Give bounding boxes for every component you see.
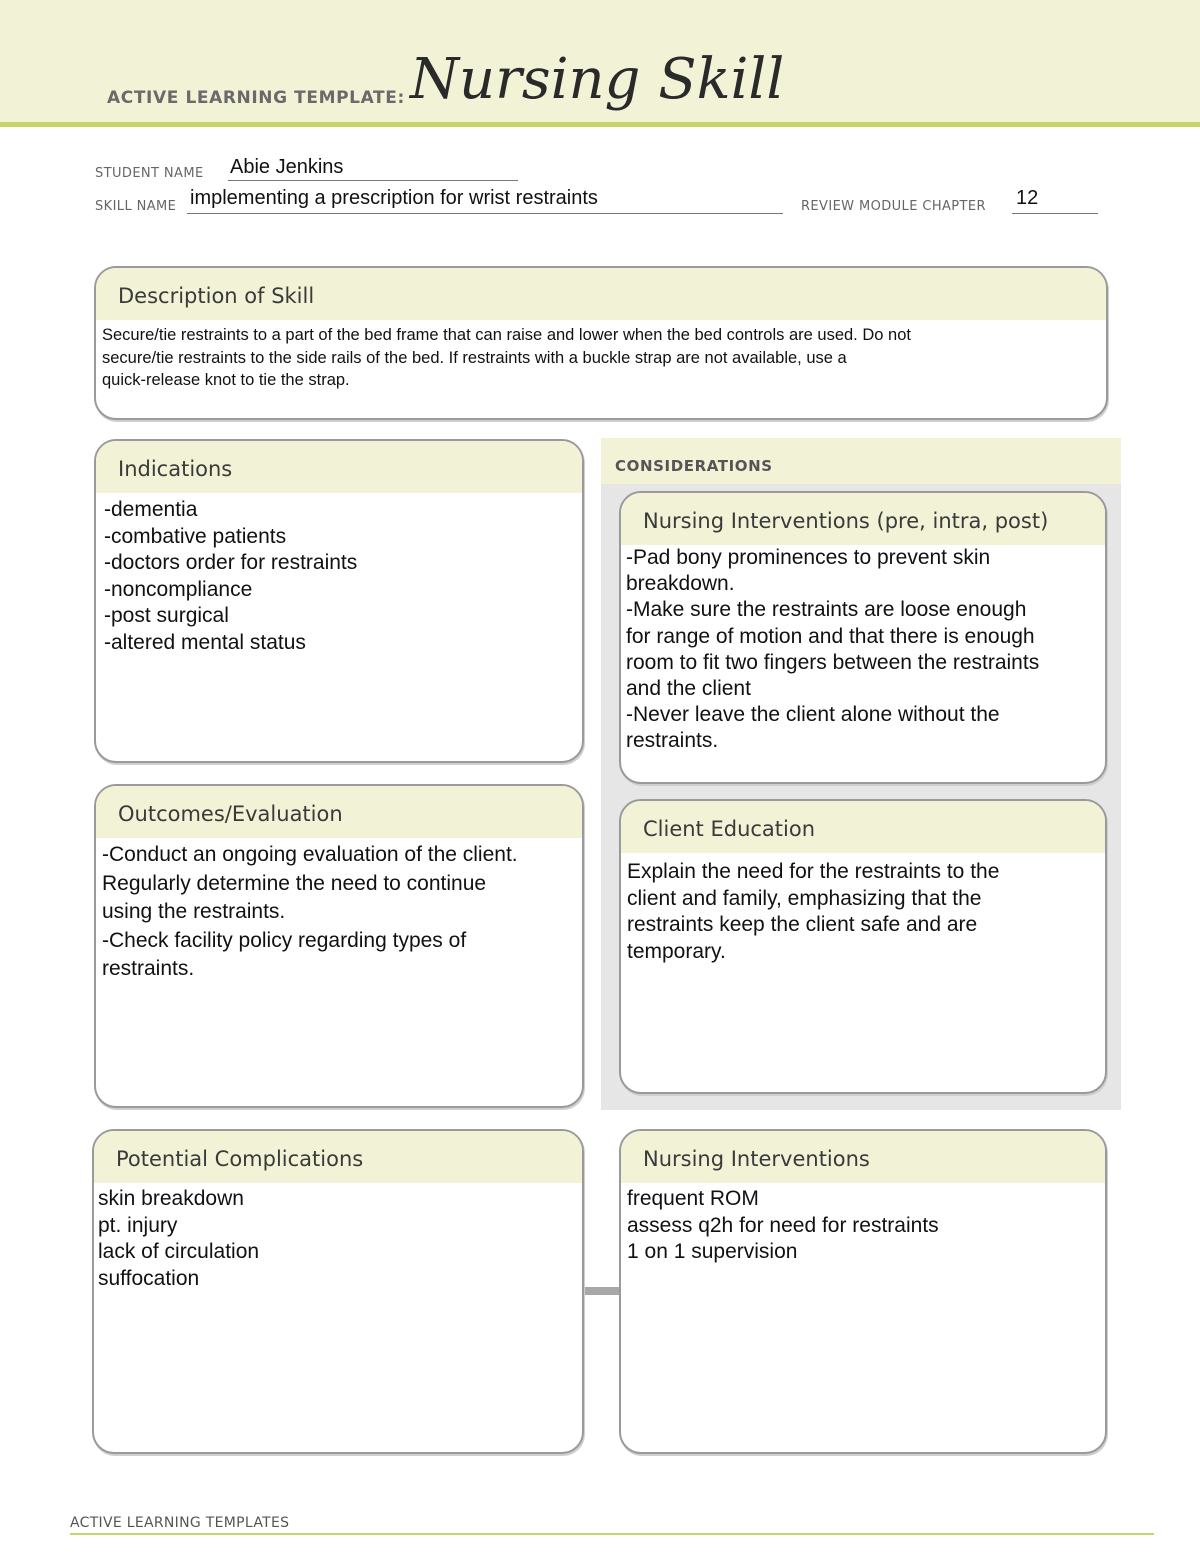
footer-label: ACTIVE LEARNING TEMPLATES bbox=[70, 1515, 290, 1531]
intervention-line: and the client bbox=[626, 677, 751, 701]
intervention-line: for range of motion and that there is enough bbox=[626, 624, 1035, 648]
outcome-line: restraints. bbox=[102, 957, 195, 980]
indications-box bbox=[94, 439, 584, 763]
intervention-item: frequent ROM bbox=[627, 1187, 759, 1210]
outcomes-heading: Outcomes/Evaluation bbox=[96, 786, 582, 838]
description-body[interactable] bbox=[96, 320, 1106, 392]
student-name-label: STUDENT NAME bbox=[95, 166, 204, 181]
skill-name-underline bbox=[187, 213, 783, 214]
outcome-line: Regularly determine the need to continue bbox=[102, 871, 487, 895]
template-label: ACTIVE LEARNING TEMPLATE: bbox=[107, 88, 405, 108]
review-module-underline bbox=[1012, 213, 1098, 214]
intervention-line: -Make sure the restraints are loose enough bbox=[626, 598, 1027, 622]
outcomes-body[interactable] bbox=[96, 838, 582, 984]
intervention-item: 1 on 1 supervision bbox=[627, 1240, 798, 1263]
client-education-heading: Client Education bbox=[621, 801, 1105, 853]
description-line: secure/tie restraints to the side rails of the bed. If restraints with a buckle strap are not available, use a bbox=[102, 348, 847, 367]
education-line: Explain the need for the restraints to the bbox=[627, 860, 1000, 883]
footer-rule bbox=[70, 1533, 1154, 1535]
complications-box bbox=[92, 1129, 584, 1454]
review-module-label: REVIEW MODULE CHAPTER bbox=[801, 199, 986, 214]
indication-item: -doctors order for restraints bbox=[104, 551, 358, 574]
outcome-line: using the restraints. bbox=[102, 900, 286, 923]
complication-item: pt. injury bbox=[98, 1213, 178, 1237]
student-name-underline bbox=[228, 180, 518, 181]
nursing-interventions-box bbox=[619, 1129, 1107, 1454]
education-line: temporary. bbox=[627, 939, 726, 963]
nursing-interventions-heading: Nursing Interventions bbox=[621, 1131, 1105, 1183]
complication-item: suffocation bbox=[98, 1266, 200, 1290]
complications-body[interactable] bbox=[94, 1183, 582, 1292]
client-education-body[interactable] bbox=[621, 853, 1105, 965]
student-name-field[interactable]: Abie Jenkins bbox=[230, 156, 344, 178]
review-module-field[interactable]: 12 bbox=[1016, 187, 1039, 209]
considerations-label: CONSIDERATIONS bbox=[615, 457, 773, 475]
intervention-line: restraints. bbox=[626, 729, 719, 753]
description-line: Secure/tie restraints to a part of the bed frame that can raise and lower when the bed controls are used. Do not bbox=[102, 326, 911, 344]
description-line: quick-release knot to tie the strap. bbox=[102, 371, 350, 389]
header-rule bbox=[0, 122, 1200, 127]
indication-item: -dementia bbox=[104, 498, 198, 521]
outcome-line: -Conduct an ongoing evaluation of the client. bbox=[102, 843, 518, 866]
education-line: client and family, emphasizing that the bbox=[627, 886, 982, 910]
complication-item: skin breakdown bbox=[98, 1187, 244, 1210]
nursing-interventions-pip-heading: Nursing Interventions (pre, intra, post) bbox=[621, 493, 1105, 545]
client-education-box bbox=[619, 799, 1107, 1094]
intervention-line: breakdown. bbox=[626, 572, 735, 596]
skill-name-field[interactable]: implementing a prescription for wrist restraints bbox=[190, 187, 598, 209]
indication-item: -post surgical bbox=[104, 604, 229, 627]
nursing-interventions-body[interactable] bbox=[621, 1183, 1105, 1266]
connector-bar bbox=[584, 1287, 620, 1295]
page-title: Nursing Skill bbox=[410, 47, 785, 112]
indication-item: -combative patients bbox=[104, 524, 287, 548]
nursing-interventions-pip-body[interactable] bbox=[621, 545, 1105, 755]
indications-body[interactable] bbox=[96, 493, 582, 656]
outcomes-box bbox=[94, 784, 584, 1108]
indication-item: -noncompliance bbox=[104, 577, 253, 601]
complications-heading: Potential Complications bbox=[94, 1131, 582, 1183]
indications-heading: Indications bbox=[96, 441, 582, 493]
education-line: restraints keep the client safe and are bbox=[627, 913, 978, 936]
nursing-interventions-pip-box bbox=[619, 491, 1107, 784]
description-heading: Description of Skill bbox=[96, 268, 1106, 320]
intervention-item: assess q2h for need for restraints bbox=[627, 1213, 939, 1237]
intervention-line: room to fit two fingers between the restraints bbox=[626, 650, 1040, 674]
description-box bbox=[94, 266, 1108, 420]
complication-item: lack of circulation bbox=[98, 1240, 260, 1263]
outcome-line: -Check facility policy regarding types of bbox=[102, 928, 467, 952]
skill-name-label: SKILL NAME bbox=[95, 199, 177, 214]
indication-item: -altered mental status bbox=[104, 630, 306, 654]
intervention-line: -Pad bony prominences to prevent skin bbox=[626, 546, 991, 569]
intervention-line: -Never leave the client alone without the bbox=[626, 703, 1000, 727]
